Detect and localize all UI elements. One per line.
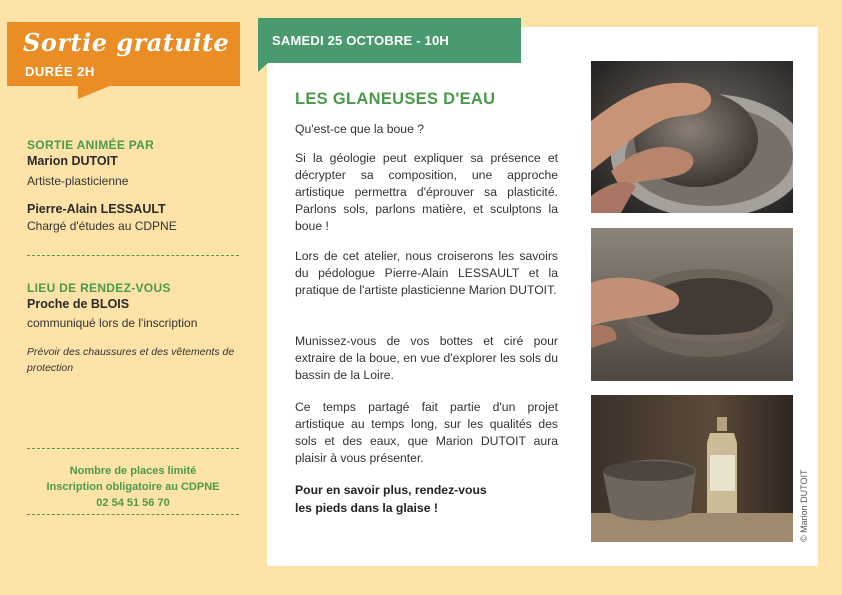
booking-phone: 02 54 51 56 70 <box>96 497 170 509</box>
free-outing-badge <box>7 22 240 86</box>
date-bar-tail <box>258 63 268 72</box>
event-paragraph-3: Lors de cet atelier, nous croiserons les savoirs du pédologue Pierre-Alain LESSAULT et la pratique de l'artiste plasticienne Marion DUTOIT. <box>295 249 558 297</box>
host-name-1: Marion DUTOIT <box>27 154 118 168</box>
event-paragraph-5: Ce temps partagé fait partie d'un projet artistique au temps long, sur les qualités des sols et des eaux, que Marion DUTOIT aura plaisir à vous présenter. <box>295 400 558 465</box>
closing-line-2: les pieds dans la glaise ! <box>295 501 438 515</box>
host-section-title: SORTIE ANIMÉE PAR <box>27 138 155 152</box>
photo-credit-text: © Marion DUTOIT <box>799 469 809 542</box>
closing-line-1: Pour en savoir plus, rendez-vous <box>295 483 487 497</box>
meeting-section-title: LIEU DE RENDEZ-VOUS <box>27 281 171 295</box>
event-title: LES GLANEUSES D'EAU <box>295 90 496 108</box>
event-date: SAMEDI 25 OCTOBRE - 10H <box>272 33 450 48</box>
divider-bottom <box>27 514 239 515</box>
badge-tail <box>78 85 112 99</box>
booking-line-2: Inscription obligatoire au CDPNE <box>46 481 220 493</box>
event-closing <box>295 481 558 517</box>
photo-hands-kneading-clay <box>591 61 793 213</box>
event-paragraph-4: Munissez-vous de vos bottes et ciré pour extraire de la boue, en vue d'explorer les sols du bassin de la Loire. <box>295 334 558 382</box>
meeting-detail: communiqué lors de l'inscription <box>27 316 198 330</box>
badge-duration: DURÉE 2H <box>25 64 95 79</box>
photo-clay-bowl-and-bottle <box>591 395 793 542</box>
host-name-2: Pierre-Alain LESSAULT <box>27 202 166 216</box>
event-date-bar <box>258 18 521 63</box>
meeting-note: Prévoir des chaussures et des vêtements de protection <box>27 346 235 374</box>
divider-top <box>27 255 239 256</box>
event-paragraph-1: Qu'est-ce que la boue ? <box>295 122 425 136</box>
host-role-2: Chargé d'études au CDPNE <box>27 219 177 233</box>
photo-hand-shaping-bowl <box>591 228 793 381</box>
badge-title: Sortie gratuite <box>23 28 230 57</box>
booking-info <box>20 463 246 511</box>
meeting-place: Proche de BLOIS <box>27 297 130 311</box>
event-paragraph-2: Si la géologie peut expliquer sa présence et décrypter sa composition, une approche artistique permettra d'éprouver sa plasticité. Parlons sols, parlons matière, et sculptons la boue ! <box>295 151 558 233</box>
host-role-1: Artiste-plasticienne <box>27 174 129 188</box>
divider-middle <box>27 448 239 449</box>
booking-line-1: Nombre de places limité <box>69 465 197 477</box>
photo-credit <box>797 468 811 542</box>
